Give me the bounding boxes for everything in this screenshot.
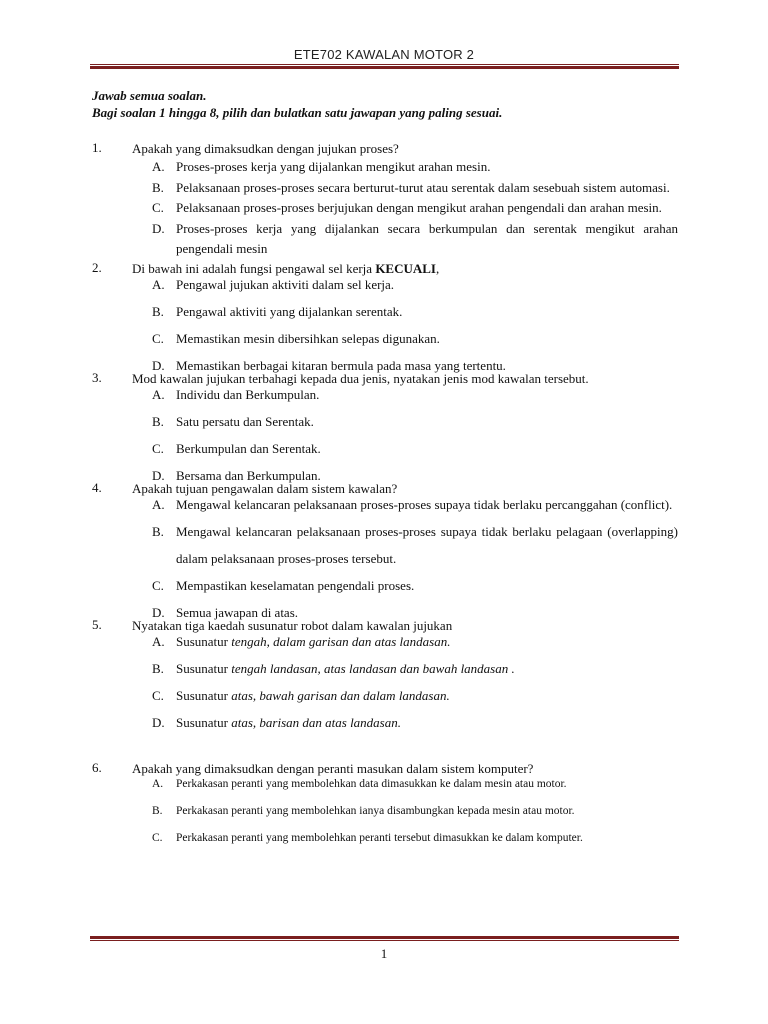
option-text: Proses-proses kerja yang dijalankan mengikut arahan mesin.	[176, 159, 491, 174]
option-text: Perkakasan peranti yang membolehkan ianya disambungkan kepada mesin atau motor.	[176, 804, 575, 817]
option-label: D.	[152, 714, 165, 730]
option-c[interactable]	[152, 198, 678, 219]
option-text: Proses-proses kerja yang dijalankan secara berkumpulan dan serentak mengikut arahan pengendali mesin	[176, 220, 678, 256]
option-text-italic: atas, bawah garisan dan dalam landasan.	[231, 687, 450, 703]
question-text: Apakah tujuan pengawalan dalam sistem kawalan?	[132, 480, 398, 496]
option-label: B.	[152, 303, 164, 319]
option-text	[176, 709, 678, 736]
option-b[interactable]	[152, 655, 678, 682]
option-c[interactable]	[152, 825, 678, 852]
option-text: Perkakasan peranti yang membolehkan data dimasukkan ke dalam mesin atau motor.	[176, 777, 567, 790]
option-label: A.	[152, 159, 165, 174]
option-text-italic: atas, barisan dan atas landasan.	[231, 714, 401, 730]
question-number: 1.	[92, 140, 102, 155]
option-text: Pengawal jujukan aktiviti dalam sel kerja.	[176, 276, 395, 292]
option-text: Individu dan Berkumpulan.	[176, 386, 320, 402]
option-text-part: Susunatur	[176, 714, 232, 730]
question-3	[92, 370, 678, 489]
option-label: B.	[152, 660, 164, 676]
page-number: 1	[380, 946, 388, 961]
option-text: Mempastikan keselamatan pengendali proses.	[176, 577, 415, 593]
option-text-part: Susunatur	[176, 633, 232, 649]
question-text: Apakah yang dimaksudkan dengan peranti masukan dalam sistem komputer?	[132, 760, 534, 776]
question-number: 6.	[92, 759, 102, 775]
option-text: Satu persatu dan Serentak.	[176, 413, 314, 429]
options-list	[152, 271, 678, 379]
option-label: D.	[152, 604, 165, 620]
option-label: B.	[152, 523, 164, 539]
options-list	[152, 381, 678, 489]
question-number: 4.	[92, 479, 102, 495]
option-text: Bersama dan Berkumpulan.	[176, 467, 321, 483]
question-6	[92, 760, 678, 852]
question-text-part: ,	[436, 260, 440, 276]
option-d[interactable]	[152, 219, 678, 260]
instruction-line-2: Bagi soalan 1 hingga 8, pilih dan bulatkan satu jawapan yang paling sesuai.	[92, 105, 503, 120]
question-text: Mod kawalan jujukan terbahagi kepada dua jenis, nyatakan jenis mod kawalan tersebut.	[132, 370, 589, 386]
option-label: A.	[152, 276, 165, 292]
option-label: A.	[152, 633, 165, 649]
option-c[interactable]	[152, 572, 678, 599]
options-list	[152, 628, 678, 736]
option-a[interactable]	[152, 771, 678, 798]
option-d[interactable]	[152, 709, 678, 736]
option-text-italic: tengah landasan, atas landasan dan bawah landasan .	[231, 660, 515, 676]
option-text: Perkakasan peranti yang membolehkan peranti tersebut dimasukkan ke dalam komputer.	[176, 831, 583, 844]
options-list	[152, 491, 678, 626]
question-number: 5.	[92, 616, 102, 632]
options-list	[152, 771, 678, 852]
option-text-part: Susunatur	[176, 660, 232, 676]
option-a[interactable]	[152, 628, 678, 655]
option-b[interactable]	[152, 408, 678, 435]
option-text: Pelaksanaan proses-proses secara berturut-turut atau serentak dalam sesebuah sistem automasi.	[176, 179, 670, 195]
option-a[interactable]	[152, 271, 678, 298]
option-label: C.	[152, 330, 164, 346]
option-a[interactable]	[152, 157, 678, 178]
option-label: C.	[152, 831, 163, 844]
footer-rule	[90, 936, 679, 941]
instruction-line-1: Jawab semua soalan.	[92, 88, 207, 103]
option-label: D.	[152, 467, 165, 483]
option-label: C.	[152, 200, 164, 215]
question-5	[92, 617, 678, 736]
document-body	[92, 87, 678, 852]
question-text-emphasis: KECUALI	[375, 260, 436, 276]
question-number: 3.	[92, 369, 102, 385]
question-text: Nyatakan tiga kaedah susunatur robot dalam kawalan jujukan	[132, 617, 453, 633]
option-text: Memastikan mesin dibersihkan selepas digunakan.	[176, 330, 440, 346]
option-text: Memastikan berbagai kitaran bermula pada masa yang tertentu.	[176, 357, 506, 373]
option-label: B.	[152, 413, 164, 429]
option-text: Semua jawapan di atas.	[176, 604, 299, 620]
option-label: A.	[152, 777, 164, 790]
option-label: C.	[152, 687, 164, 703]
option-text: Mengawal kelancaran pelaksanaan proses-proses supaya tidak berlaku percanggahan (conflict).	[176, 496, 673, 512]
option-text: Berkumpulan dan Serentak.	[176, 440, 321, 456]
question-4	[92, 480, 678, 626]
option-a[interactable]	[152, 491, 678, 518]
option-label: A.	[152, 496, 165, 512]
option-b[interactable]	[152, 798, 678, 825]
option-text-part: Susunatur	[176, 687, 232, 703]
option-label: B.	[152, 804, 163, 817]
options-list	[152, 157, 678, 260]
header-rule	[90, 64, 679, 69]
option-label: D.	[152, 357, 165, 373]
question-2	[92, 260, 678, 379]
document-header-title: ETE702 KAWALAN MOTOR 2	[293, 47, 475, 62]
question-text: Apakah yang dimaksudkan dengan jujukan proses?	[132, 141, 399, 156]
option-label: C.	[152, 440, 164, 456]
option-b[interactable]	[152, 518, 678, 572]
question-number: 2.	[92, 259, 102, 275]
option-label: D.	[152, 220, 165, 236]
option-c[interactable]	[152, 325, 678, 352]
option-text	[176, 682, 678, 709]
option-label: C.	[152, 577, 164, 593]
option-b[interactable]	[152, 178, 678, 199]
option-label: A.	[152, 386, 165, 402]
option-text: Pengawal aktiviti yang dijalankan serentak.	[176, 303, 403, 319]
option-text	[176, 628, 678, 655]
option-text	[176, 655, 678, 682]
option-text: Mengawal kelancaran pelaksanaan proses-proses supaya tidak berlaku pelagaan (overlapping) dalam pelaksanaan proses-proses tersebut.	[176, 523, 678, 566]
option-b[interactable]	[152, 298, 678, 325]
option-a[interactable]	[152, 381, 678, 408]
option-text: Pelaksanaan proses-proses berjujukan dengan mengikut arahan pengendali dan arahan mesin.	[176, 200, 662, 215]
option-text-italic: tengah, dalam garisan dan atas landasan.	[231, 633, 451, 649]
question-text-part: Di bawah ini adalah fungsi pengawal sel kerja	[132, 260, 376, 276]
question-1	[92, 140, 678, 260]
option-c[interactable]	[152, 682, 678, 709]
option-c[interactable]	[152, 435, 678, 462]
option-label: B.	[152, 179, 164, 195]
